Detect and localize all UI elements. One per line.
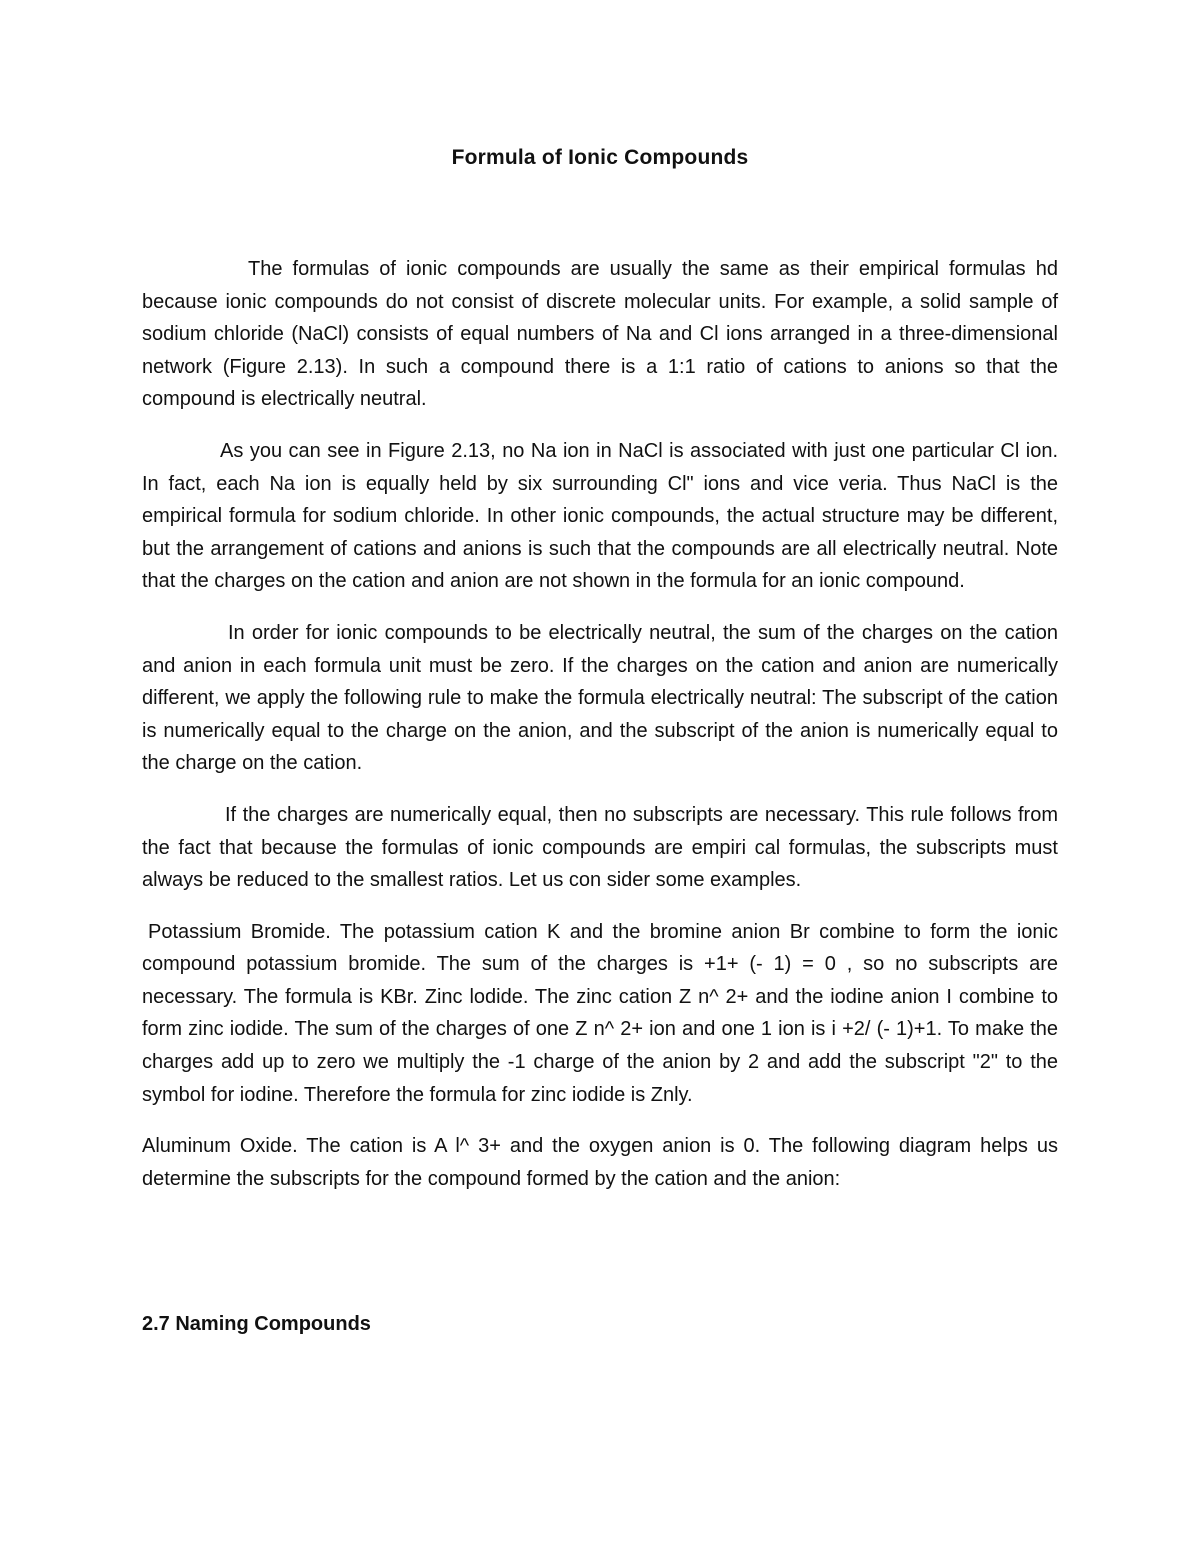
document-body bbox=[142, 253, 1058, 1195]
paragraph-nacl-structure: As you can see in Figure 2.13, no Na ion in NaCl is associated with just one particular Cl ion. In fact, each Na ion is equally held by six surrounding Cl" ions and vice veria. Thus NaCl is the empirical formula for sodium chloride. In other ionic compounds, the actual structure may be different, but the arrangement of cations and anions is such that the compounds are all electrically neutral. Note that the charges on the cation and anion are not shown in the formula for an ionic compound. bbox=[142, 439, 1058, 593]
paragraph-electrical-neutrality: In order for ionic compounds to be electrically neutral, the sum of the charges on the cation and anion in each formula unit must be zero. If the charges on the cation and anion are numerically different, we apply the following rule to make the formula electrically neutral: The subscript of the cation is numerically equal to the charge on the anion, and the subscript of the anion is numerically equal to the charge on the cation. bbox=[142, 621, 1058, 775]
paragraph-examples: Potassium Bromide. The potassium cation K and the bromine anion Br combine to form the ionic compound potassium bromide. The sum of the charges is +1+ (- 1) = 0 , so no subscripts are necessary. The formula is KBr. Zinc lodide. The zinc cation Z n^ 2+ and the iodine anion I combine to form zinc iodide. The sum of the charges of one Z n^ 2+ ion and one 1 ion is i +2/ (- 1)+1. To make the charges add up to zero we multiply the -1 charge of the anion by 2 and add the subscript "2" to the symbol for iodine. Therefore the formula for zinc iodide is Znly. bbox=[142, 920, 1058, 1106]
paragraph-ionic-formulas: The formulas of ionic compounds are usually the same as their empirical formulas hd because ionic compounds do not consist of discrete molecular units. For example, a solid sample of sodium chloride (NaCl) consists of equal numbers of Na and Cl ions arranged in a three-dimensional network (Figure 2.13). In such a compound there is a 1:1 ratio of cations to anions so that the compound is electrically neutral. bbox=[142, 258, 1058, 411]
section-heading: 2.7 Naming Compounds bbox=[142, 1313, 371, 1335]
document-title: Formula of Ionic Compounds bbox=[451, 146, 749, 169]
paragraph-aluminum-oxide: Aluminum Oxide. The cation is A l^ 3+ and the oxygen anion is 0. The following diagram helps us determine the subscripts for the compound formed by the cation and the anion: bbox=[142, 1135, 1058, 1190]
paragraph-subscript-rule: If the charges are numerically equal, then no subscripts are necessary. This rule follows from the fact that because the formulas of ionic compounds are empiri cal formulas, the subscripts must always be reduced to the smallest ratios. Let us con sider some examples. bbox=[142, 803, 1058, 892]
